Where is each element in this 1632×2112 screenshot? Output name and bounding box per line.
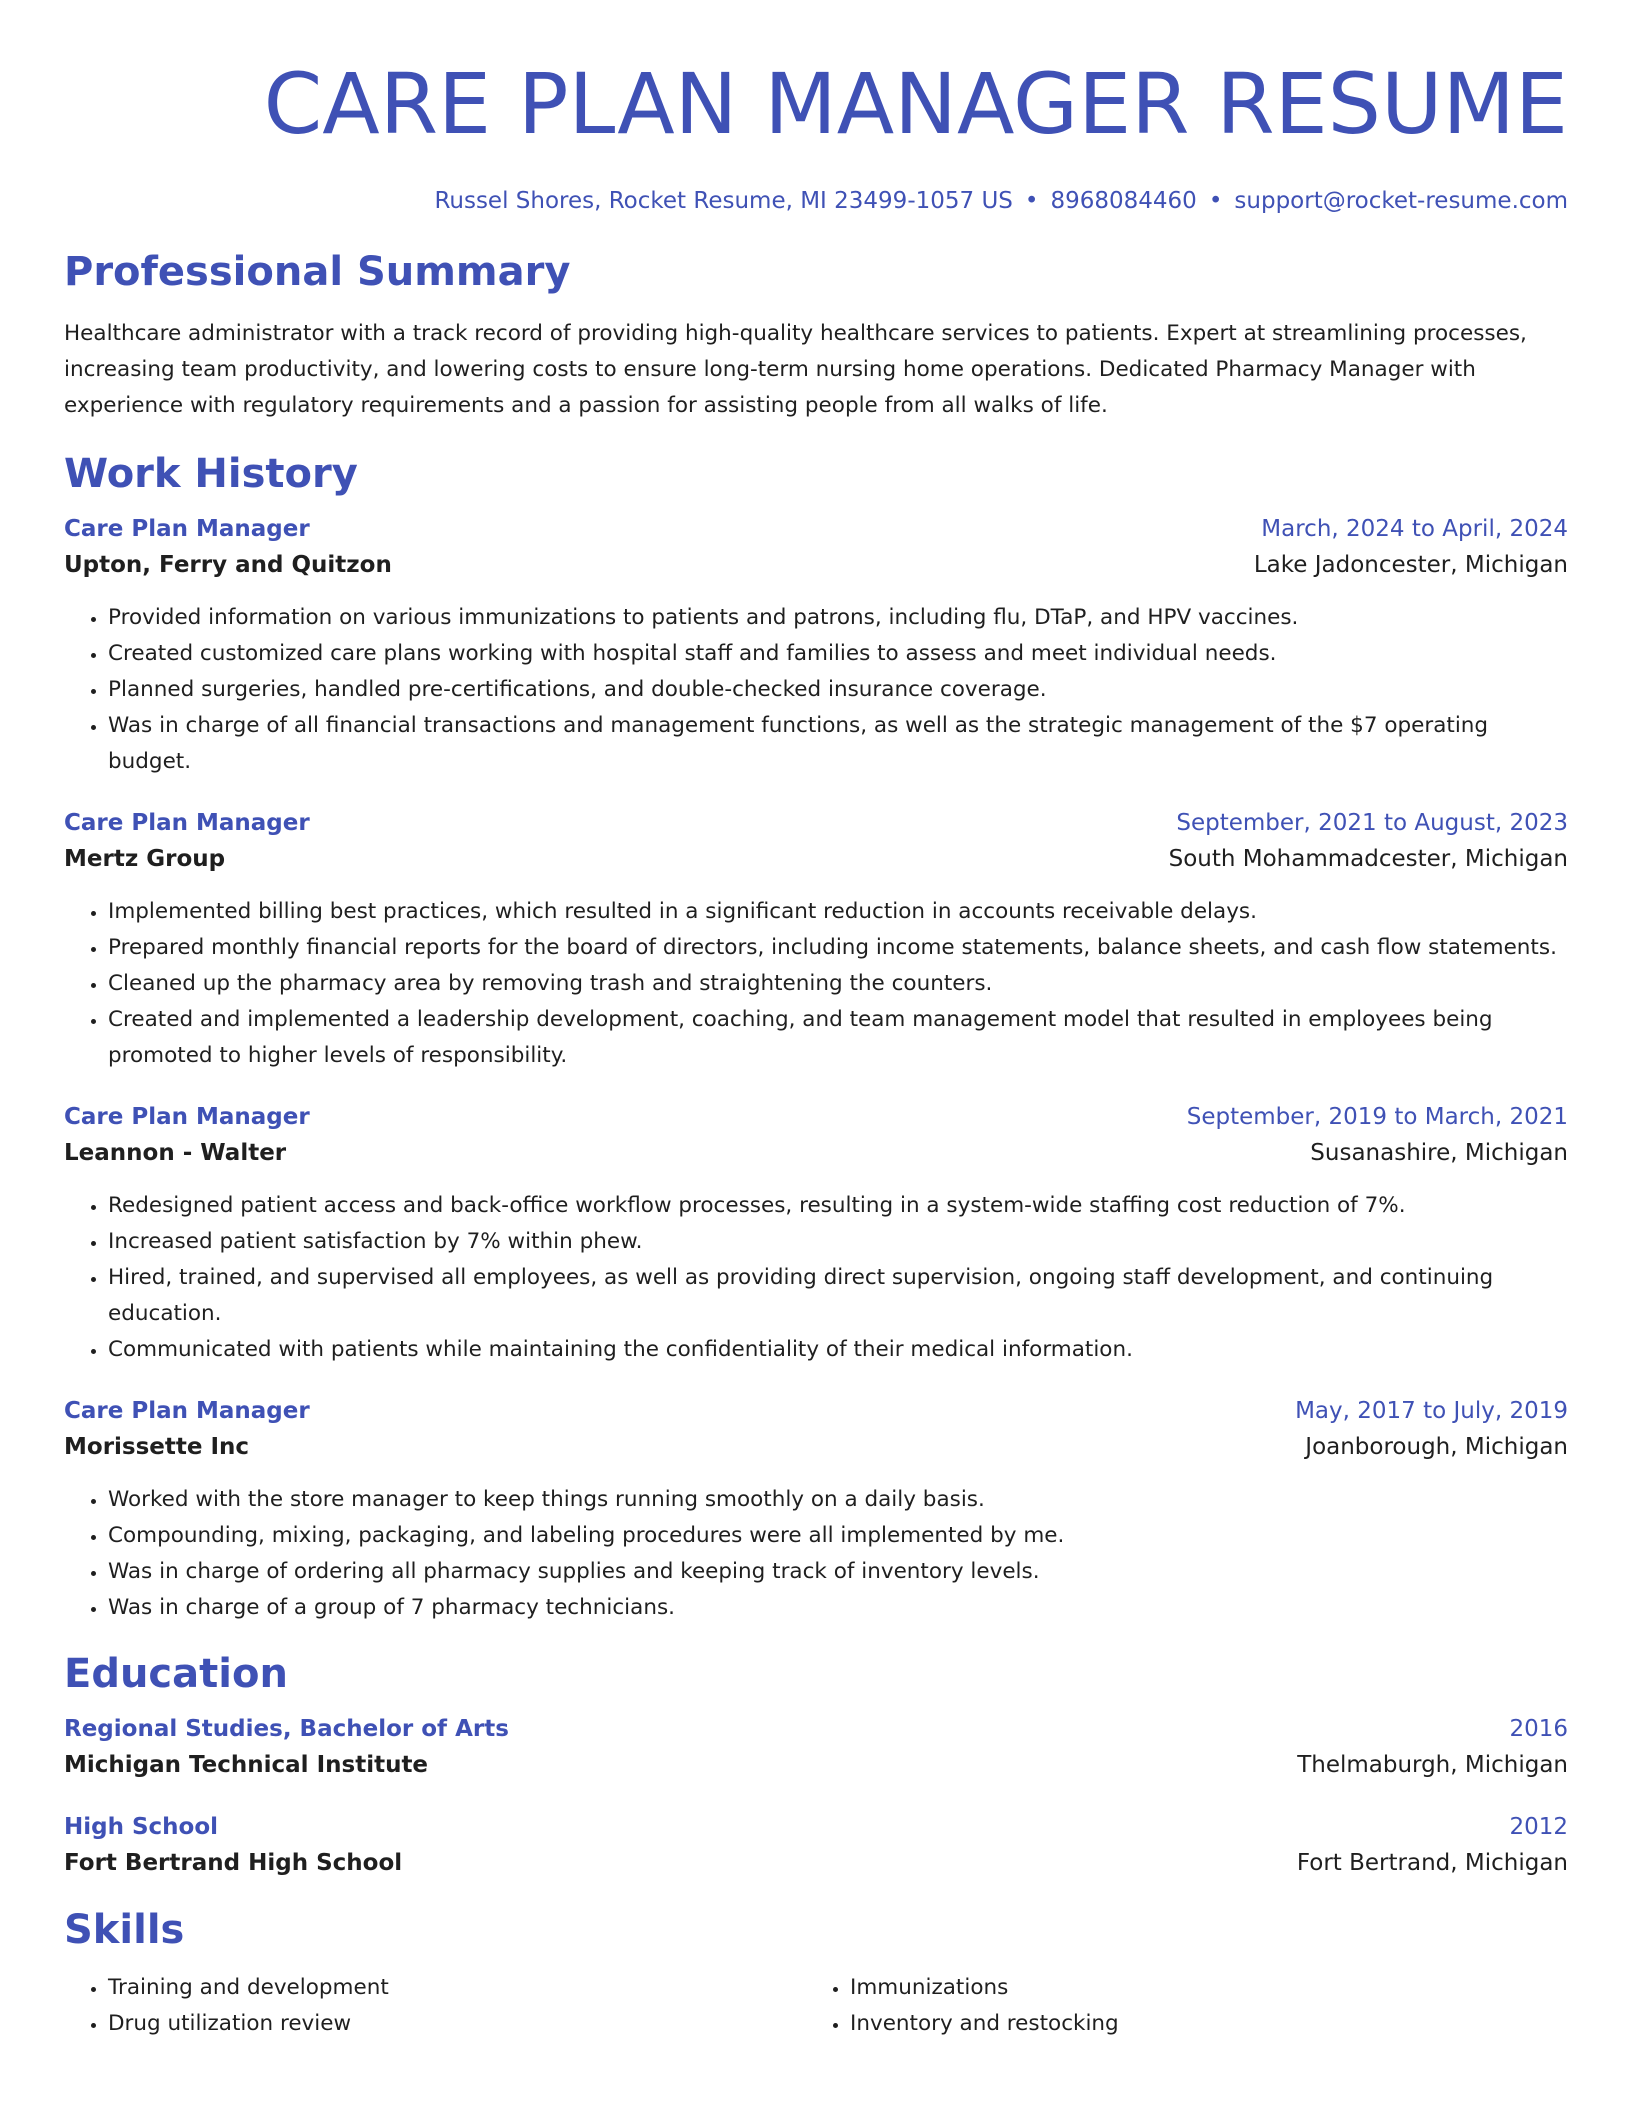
skills-grid [64,1970,1568,2042]
job-location: South Mohammadcester, Michigan [1168,846,1568,872]
job-bullet: • Redesigned patient access and back-office workflow processes, resulting in a system-wide staffing cost reduction of 7%. [108,1188,1568,1224]
skill-item: • Inventory and restocking [850,2006,1548,2042]
job-title: Care Plan Manager [64,1104,310,1130]
summary-text: Healthcare administrator with a track record of providing high-quality healthcare services to patients. Expert at streamlining processes, increasing team productivity, and lowering costs to ensure long-term nursing home operations. Dedicated Pharmacy Manager with experience with regulatory requirements and a passion for assisting people from all walks of life. [64,321,1527,418]
summary-heading: Professional Summary [64,249,571,295]
job-company-row [64,546,1568,584]
education-heading: Education [64,1651,288,1697]
job-location: Susanashire, Michigan [1310,1140,1568,1166]
job-company-row [64,840,1568,878]
job-title: Care Plan Manager [64,1398,310,1424]
job-bullets [64,600,1568,780]
job-bullet: • Provided information on various immunizations to patients and patrons, including flu, DTaP, and HPV vaccines. [108,600,1568,636]
job-dates: May, 2017 to July, 2019 [1295,1398,1568,1424]
education-degree: Regional Studies, Bachelor of Arts [64,1716,509,1742]
job-header-row [64,512,1568,546]
job-bullet: • Increased patient satisfaction by 7% within phew. [108,1224,1568,1260]
contact-line [64,184,1568,218]
job-bullet: • Was in charge of ordering all pharmacy supplies and keeping track of inventory levels. [108,1554,1568,1590]
job-title: Care Plan Manager [64,516,310,542]
job-bullet: • Created and implemented a leadership development, coaching, and team management model that resulted in employees being promoted to higher levels of responsibility. [108,1002,1568,1074]
job-bullet: • Worked with the store manager to keep things running smoothly on a daily basis. [108,1482,1568,1518]
skills-section [64,1904,1568,2042]
summary-section [64,246,1568,424]
education-year: 2016 [1509,1716,1568,1742]
skills-column-right [806,1970,1548,2042]
education-year: 2012 [1509,1814,1568,1840]
job-company: Morissette Inc [64,1434,250,1460]
job-company: Upton, Ferry and Quitzon [64,552,392,578]
job-location: Lake Jadoncester, Michigan [1253,552,1568,578]
job-company-row [64,1134,1568,1172]
job-entry [64,1394,1568,1626]
skill-item: • Training and development [108,1970,806,2006]
skills-column-left [64,1970,806,2042]
job-company: Mertz Group [64,846,226,872]
contact-email[interactable]: support@rocket-resume.com [1234,188,1568,214]
education-school: Fort Bertrand High School [64,1850,403,1876]
education-location: Fort Bertrand, Michigan [1296,1850,1568,1876]
job-bullet: • Created customized care plans working with hospital staff and families to assess and meet individual needs. [108,636,1568,672]
job-header-row [64,806,1568,840]
education-school-row [64,1844,1568,1882]
resume-title: CARE PLAN MANAGER RESUME [263,55,1568,153]
contact-separator: • [1208,188,1223,214]
job-entry [64,1100,1568,1368]
job-dates: September, 2021 to August, 2023 [1176,810,1568,836]
job-company-row [64,1428,1568,1466]
job-bullet: • Planned surgeries, handled pre-certifications, and double-checked insurance coverage. [108,672,1568,708]
job-entry [64,512,1568,780]
education-entry [64,1712,1568,1784]
work-history-heading: Work History [64,451,358,497]
job-bullets [64,1188,1568,1368]
job-dates: March, 2024 to April, 2024 [1261,516,1568,542]
education-location: Thelmaburgh, Michigan [1297,1752,1568,1778]
job-bullet: • Implemented billing best practices, which resulted in a significant reduction in accounts receivable delays. [108,894,1568,930]
contact-address: Russel Shores, Rocket Resume, MI 23499-1057 US [434,188,1013,214]
skills-heading: Skills [64,1907,185,1953]
job-dates: September, 2019 to March, 2021 [1186,1104,1568,1130]
education-header-row [64,1810,1568,1844]
education-degree: High School [64,1814,219,1840]
job-location: Joanborough, Michigan [1305,1434,1568,1460]
resume-page [64,0,1568,2042]
skills-list-left [64,1970,806,2042]
job-entry [64,806,1568,1074]
education-school: Michigan Technical Institute [64,1752,429,1778]
job-header-row [64,1394,1568,1428]
job-bullet: • Prepared monthly financial reports for the board of directors, including income statements, balance sheets, and cash flow statements. [108,930,1568,966]
education-entry [64,1810,1568,1882]
work-history-section [64,448,1568,1626]
job-bullet: • Hired, trained, and supervised all employees, as well as providing direct supervision, ongoing staff development, and continuing education. [108,1260,1568,1332]
job-bullets [64,1482,1568,1626]
skill-item: • Immunizations [850,1970,1548,2006]
education-header-row [64,1712,1568,1746]
job-bullets [64,894,1568,1074]
contact-phone: 8968084460 [1050,188,1197,214]
skill-item: • Drug utilization review [108,2006,806,2042]
contact-separator: • [1024,188,1039,214]
job-title: Care Plan Manager [64,810,310,836]
job-company: Leannon - Walter [64,1140,287,1166]
job-bullet: • Communicated with patients while maintaining the confidentiality of their medical information. [108,1332,1568,1368]
job-bullet: • Was in charge of a group of 7 pharmacy technicians. [108,1590,1568,1626]
education-school-row [64,1746,1568,1784]
job-bullet: • Was in charge of all financial transactions and management functions, as well as the strategic management of the $7 operating budget. [108,708,1568,780]
job-bullet: • Cleaned up the pharmacy area by removing trash and straightening the counters. [108,966,1568,1002]
skills-list-right [806,1970,1548,2042]
job-bullet: • Compounding, mixing, packaging, and labeling procedures were all implemented by me. [108,1518,1568,1554]
job-header-row [64,1100,1568,1134]
education-section [64,1648,1568,1882]
